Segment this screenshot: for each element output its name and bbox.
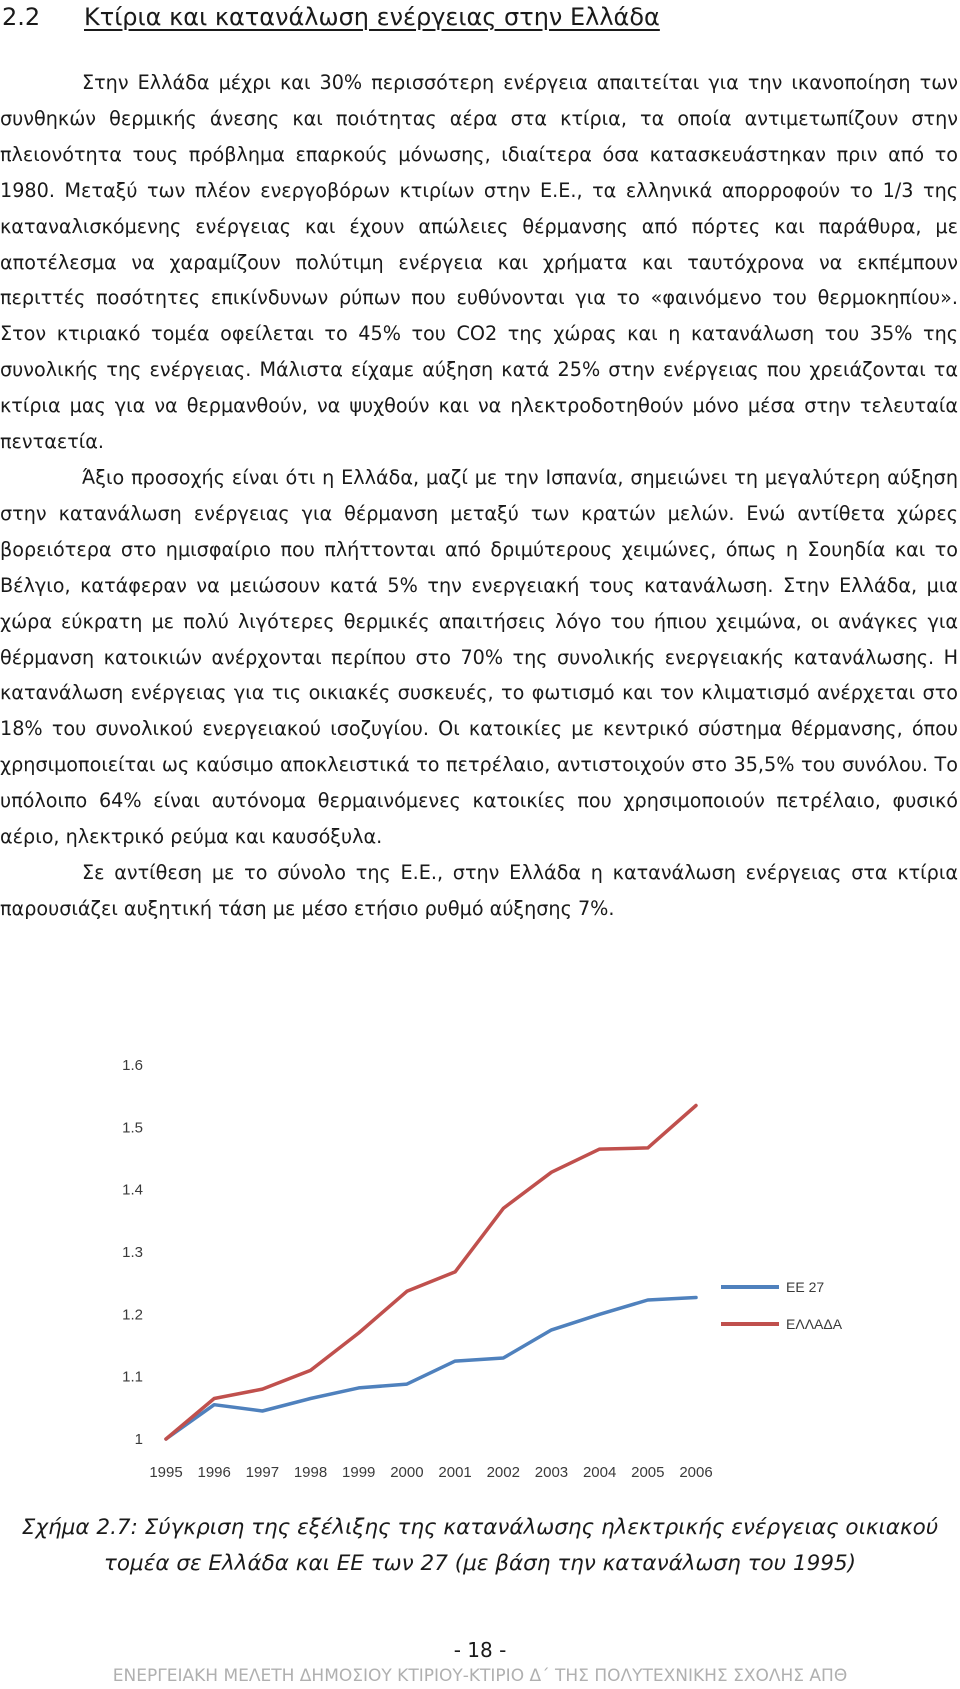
x-tick-label: 2002 xyxy=(486,1464,520,1481)
legend-label: ΕΛΛΑΔΑ xyxy=(786,1316,843,1332)
x-tick-label: 1997 xyxy=(245,1464,280,1481)
x-tick-label: 2000 xyxy=(390,1464,424,1481)
page-footer: ΕΝΕΡΓΕΙΑΚΗ ΜΕΛΕΤΗ ΔΗΜΟΣΙΟΥ ΚΤΙΡΙΟΥ-ΚΤΙΡΙΟ Δ΄ ΤΗΣ ΠΟΛΥΤΕΧΝΙΚΗΣ ΣΧΟΛΗΣ ΑΠΘ xyxy=(112,1666,848,1686)
y-tick-label: 1 xyxy=(134,1431,143,1448)
x-tick-label: 2004 xyxy=(582,1464,617,1481)
x-tick-label: 1996 xyxy=(197,1464,231,1481)
paragraph-3: Σε αντίθεση με το σύνολο της Ε.Ε., στην Ελλάδα η κατανάλωση ενέργειας στα κτίρια παρουσιάζει αυξητική τάση με μέσο ετήσιο ρυθμό αύξησης 7%. xyxy=(0,860,958,920)
section-title: Κτίρια και κατανάλωση ενέργειας στην Ελλάδα xyxy=(84,3,660,31)
section-heading xyxy=(0,0,960,34)
x-tick-label: 2003 xyxy=(534,1464,569,1481)
x-tick-label: 1995 xyxy=(149,1464,183,1481)
consumption-line-chart xyxy=(96,1043,896,1493)
x-tick-label: 1998 xyxy=(293,1464,328,1481)
y-tick-label: 1.5 xyxy=(122,1119,143,1137)
legend-label: ΕΕ 27 xyxy=(786,1279,825,1295)
paragraph-2: Άξιο προσοχής είναι ότι η Ελλάδα, μαζί με την Ισπανία, σημειώνει τη μεγαλύτερη αύξηση στην κατανάλωση ενέργειας για θέρμανση μεταξύ των κρατών μελών. Ενώ αντίθετα χώρες βορειότερα στο ημισφαίριο που πλήττονται από δριμύτερους χειμώνες, όπως η Σουηδία και το Βέλγιο, κατάφεραν να μειώσουν κατά 5% την ενεργειακή τους κατανάλωση. Στην Ελλάδα, μια χώρα εύκρατη με πολύ λιγότερες θερμικές απαιτήσεις λόγο του ήπιου χειμώνα, οι ανάγκες για θέρμανση κατοικιών ανέρχονται περίπου στο 70% της συνολικής ενεργειακής κατανάλωσης. Η κατανάλωση ενέργειας για τις οικιακές συσκευές, το φωτισμό και τον κλιματισμό ανέρχεται στο 18% του συνολικού ενεργειακού ισοζυγίου. Οι κατοικίες με κεντρικό σύστημα θέρμανσης, όπου χρησιμοποιείται ως καύσιμο αποκλειστικά το πετρέλαιο, αντιστοιχούν στο 35,5% του συνόλου. Το υπόλοιπο 64% είναι αυτόνομα θερμαινόμενες κατοικίες που χρησιμοποιούν πετρέλαιο, φυσικό αέριο, ηλεκτρικό ρεύμα και καυσόξυλα. xyxy=(0,465,958,849)
x-tick-label: 2006 xyxy=(679,1464,713,1481)
caption-line-2: τομέα σε Ελλάδα και ΕΕ των 27 (με βάση την κατανάλωση του 1995) xyxy=(103,1551,857,1576)
y-tick-label: 1.3 xyxy=(122,1244,143,1261)
figure-caption xyxy=(0,1510,960,1582)
y-tick-label: 1.2 xyxy=(122,1306,143,1324)
caption-line-1: Σχήμα 2.7: Σύγκριση της εξέλιξης της κατανάλωσης ηλεκτρικής ενέργειας οικιακού xyxy=(21,1515,939,1540)
x-tick-label: 2001 xyxy=(438,1464,472,1481)
x-tick-label: 1999 xyxy=(342,1464,376,1481)
y-tick-label: 1.1 xyxy=(122,1368,143,1386)
page-number: - 18 - xyxy=(453,1638,507,1662)
y-tick-label: 1.6 xyxy=(122,1057,143,1074)
series-line-ellada xyxy=(166,1106,696,1440)
x-tick-label: 2005 xyxy=(631,1464,665,1481)
y-tick-label: 1.4 xyxy=(122,1181,143,1199)
body-text xyxy=(0,65,958,927)
section-number: 2.2 xyxy=(2,3,41,31)
paragraph-1: Στην Ελλάδα μέχρι και 30% περισσότερη ενέργεια απαιτείται για την ικανοποίηση των συνθηκών θερμικής άνεσης και ποιότητας αέρα στα κτίρια, τα οποία αντιμετωπίζουν στην πλειονότητα τους πρόβλημα επαρκούς μόνωσης, ιδιαίτερα όσα κατασκευάστηκαν πριν από το 1980. Μεταξύ των πλέον ενεργοβόρων κτιρίων στην Ε.Ε., τα ελληνικά απορροφούν το 1/3 της καταναλισκόμενης ενέργειας και έχουν απώλειες θέρμανσης από πόρτες και παράθυρα, με αποτέλεσμα να χαραμίζουν πολύτιμη ενέργεια και χρήματα και ταυτόχρονα να εκπέμπουν περιττές ποσότητες επικίνδυνων ρύπων που ευθύνονται για το «φαινόμενο του θερμοκηπίου». Στον κτιριακό τομέα οφείλεται το 45% του CO2 της χώρας και η κατανάλωση του 35% της συνολικής της ενέργειας. Μάλιστα είχαμε αύξηση κατά 25% στην ενέργειας που χρειάζονται τα κτίρια μας για να θερμανθούν, να ψυχθούν και να ηλεκτροδοτηθούν μόνο μέσα στην τελευταία πενταετία. xyxy=(0,71,958,454)
series-line-ee27 xyxy=(166,1298,696,1440)
